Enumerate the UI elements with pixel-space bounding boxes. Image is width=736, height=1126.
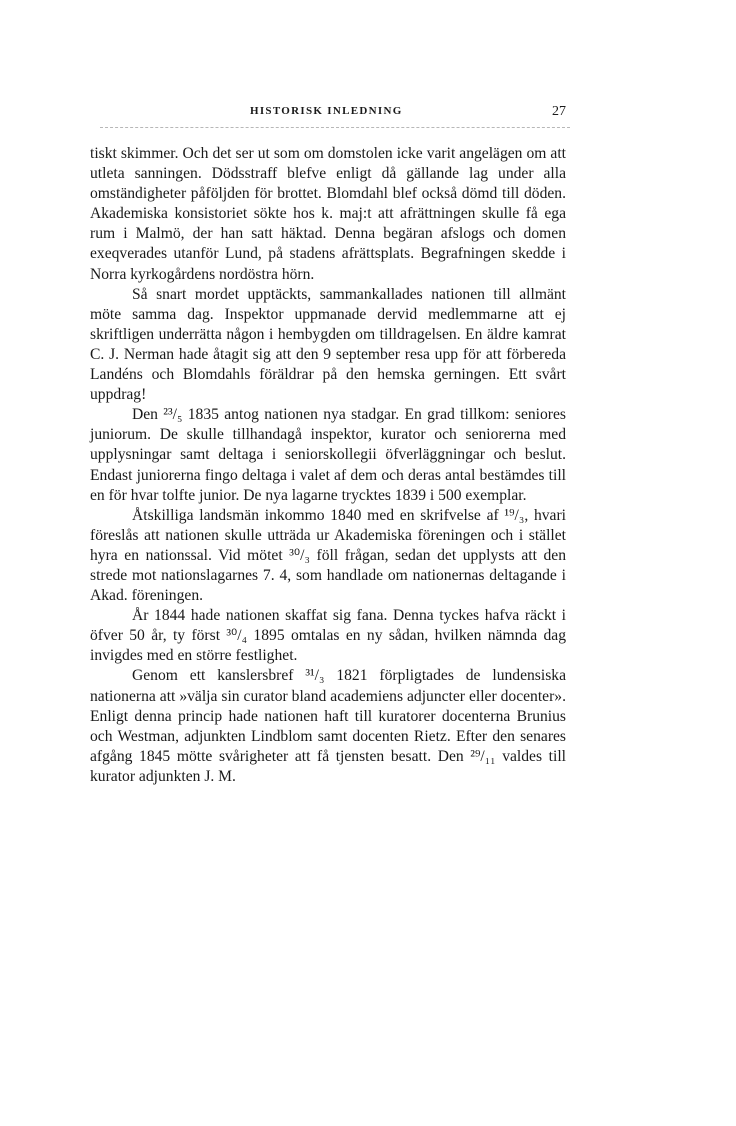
- body-text: [90, 144, 566, 787]
- running-title: HISTORISK INLEDNING: [250, 105, 403, 117]
- paragraph: Den ²³/₅ 1835 antog nationen nya stadgar. En grad tillkom: seniores juniorum. De skulle tillhandagå inspektor, kurator och seniorerna med upplysningar samt deltaga i seniorskollegii öfverläggningar och beslut. Endast juniorerna fingo deltaga i valet af dem och deras antal bestämdes till en för hvar tolfte junior. De nya lagarne trycktes 1839 i 500 exemplar.: [90, 406, 566, 504]
- paragraph: Så snart mordet upptäckts, sammankallades nationen till allmänt möte samma dag. Inspektor uppmanade dervid medlemmarne att ej skriftligen underrätta någon i hembygden om tilldragelsen. En äldre kamrat C. J. Nerman hade åtagit sig att den 9 september resa upp för att förbereda Landéns och Blomdahls föräldrar på den hemska gerningen. Ett svårt uppdrag!: [90, 285, 566, 404]
- header-rule: [100, 127, 570, 128]
- paragraph: Genom ett kanslersbref ³¹/₃ 1821 förpligtades de lundensiska nationerna att »välja sin curator bland academiens adjuncter eller docenter». Enligt denna princip hade nationen haft till kuratorer docenterna Brunius och Westman, adjunkten Lindblom samt docenten Rietz. Efter den senares afgång 1845 mötte svårigheter att få tjensten besatt. Den ²⁹/₁₁ valdes till kurator adjunkten J. M.: [90, 667, 566, 785]
- paragraph: tiskt skimmer. Och det ser ut som om domstolen icke varit angelägen om att utleta sanningen. Dödsstraff blefve enligt då gällande lag under alla omständigheter påföljden för brottet. Blomdahl blef också dömd till döden. Akademiska konsistoriet sökte hos k. maj:t att afrättningen skulle få ega rum i Malmö, der han satt häktad. Denna begäran afslogs och domen exeqverades utanför Lund, på stadens afrättsplats. Begrafningen skedde i Norra kyrkogårdens nordöstra hörn.: [90, 145, 566, 283]
- paragraph: Åtskilliga landsmän inkommo 1840 med en skrifvelse af ¹⁹/₃, hvari föreslås att nationen skulle utträda ur Akademiska föreningen och i stället hyra en nationssal. Vid mötet ³⁰/₃ föll frågan, sedan det upplysts att den strede mot nationslagarnes 7. 4, som handlade om nationernas deltagande i Akad. föreningen.: [90, 506, 566, 605]
- page-number: 27: [552, 104, 566, 119]
- running-head: [90, 105, 570, 125]
- paragraph: År 1844 hade nationen skaffat sig fana. Denna tyckes hafva räckt i öfver 50 år, ty först ³⁰/₄ 1895 omtalas en ny sådan, hvilken nämnda dag invigdes med en större festlighet.: [90, 607, 566, 665]
